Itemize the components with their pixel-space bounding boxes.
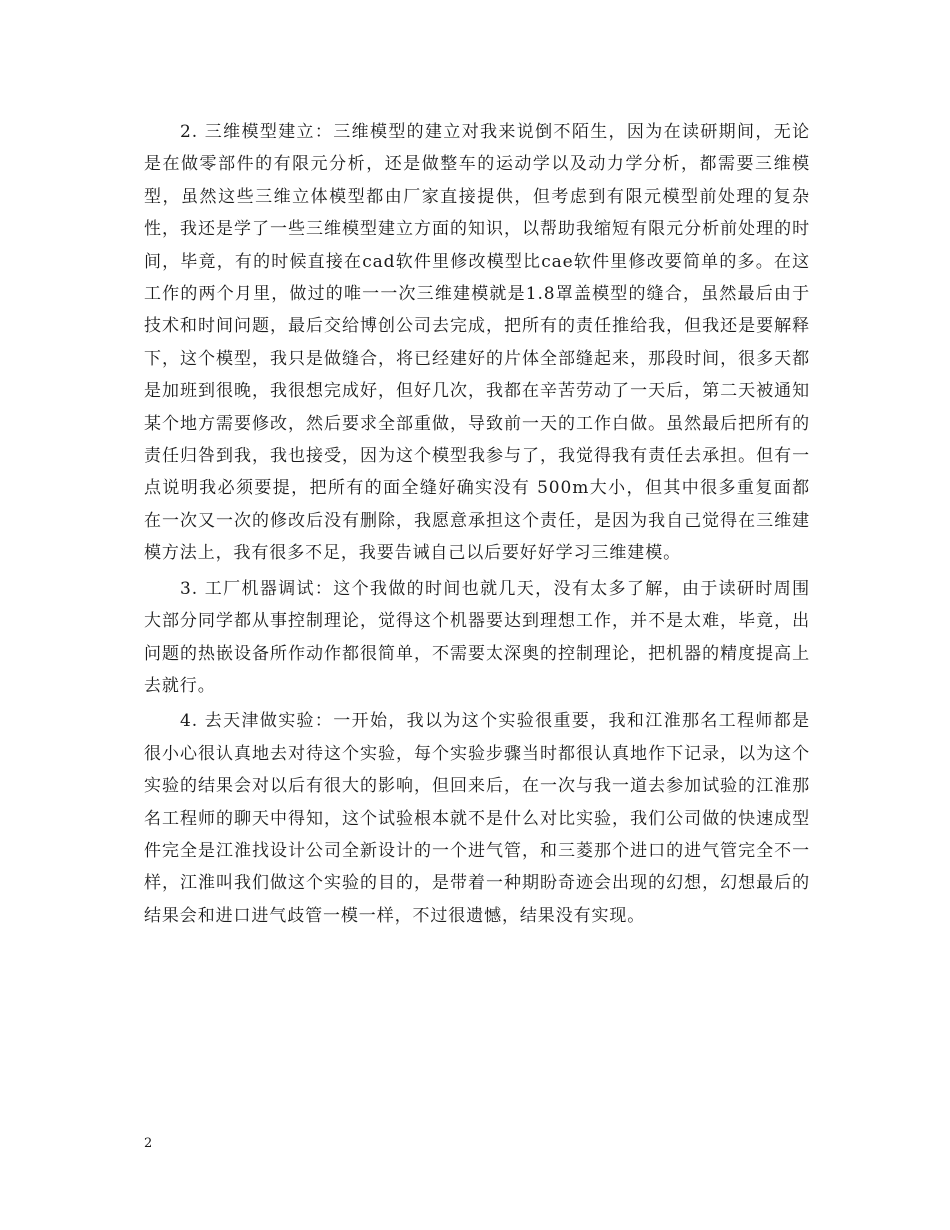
paragraph-3d-modeling: 2. 三维模型建立：三维模型的建立对我来说倒不陌生，因为在读研期间，无论是在做零部件的有限元分析，还是做整车的运动学以及动力学分析，都需要三维模型，虽然这些三维立体模型都由厂家直接提供，但考虑到有限元模型前处理的复杂性，我还是学了一些三维模型建立方面的知识，以帮助我缩短有限元分析前处理的时间，毕竟，有的时候直接在cad软件里修改模型比cae软件里修改要简单的多。在这工作的两个月里，做过的唯一一次三维建模就是1.8罩盖模型的缝合，虽然最后由于技术和时间问题，最后交给博创公司去完成，把所有的责任推给我，但我还是要解释下，这个模型，我只是做缝合，将已经建好的片体全部缝起来，那段时间，很多天都是加班到很晚，我很想完成好，但好几次，我都在辛苦劳动了一天后，第二天被通知某个地方需要修改，然后要求全部重做，导致前一天的工作白做。虽然最后把所有的责任归咎到我，我也接受，因为这个模型我参与了，我觉得我有责任去承担。但有一点说明我必须要提，把所有的面全缝好确实没有 500m大小，但其中很多重复面都在一次又一次的修改后没有删除，我愿意承担这个责任，是因为我自己觉得在三维建模方法上，我有很多不足，我要告诫自己以后要好好学习三维建模。 xyxy=(144,122,810,564)
paragraph-machine-debugging: 3. 工厂机器调试：这个我做的时间也就几天，没有太多了解，由于读研时周围大部分同学都从事控制理论，觉得这个机器要达到理想工作，并不是太难，毕竟，出问题的热嵌设备所作动作都很简单，不需要太深奥的控制理论，把机器的精度提高上去就行。 xyxy=(144,578,810,696)
page-number: 2 xyxy=(144,1136,153,1151)
paragraph-tianjin-experiment: 4. 去天津做实验：一开始，我以为这个实验很重要，我和江淮那名工程师都是很小心很认真地去对待这个实验，每个实验步骤当时都很认真地作下记录，以为这个实验的结果会对以后有很大的影响，但回来后，在一次与我一道去参加试验的江淮那名工程师的聊天中得知，这个试验根本就不是什么对比实验，我们公司做的快速成型件完全是江淮找设计公司全新设计的一个进气管，和三菱那个进口的进气管完全不一样，江淮叫我们做这个实验的目的，是带着一种期盼奇迹会出现的幻想，幻想最后的结果会和进口进气歧管一模一样，不过很遗憾，结果没有实现。 xyxy=(144,711,810,926)
document-body xyxy=(144,116,810,932)
